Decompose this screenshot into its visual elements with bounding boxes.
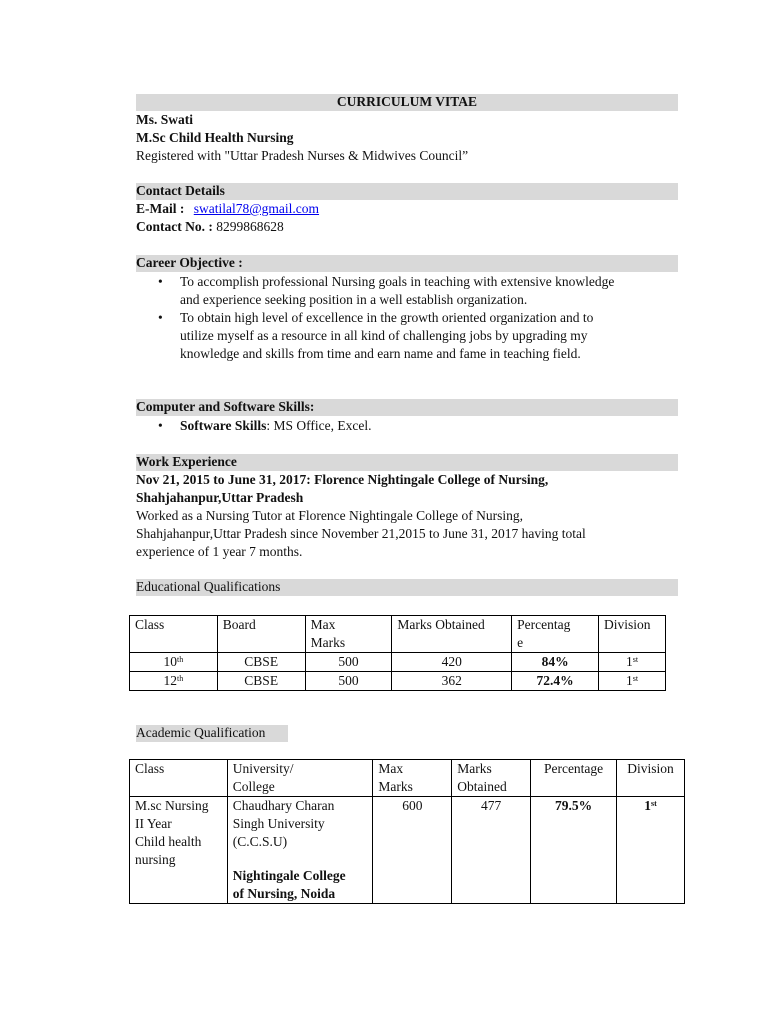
cell-class: 10th <box>130 653 218 672</box>
cell-max: 500 <box>305 672 392 691</box>
work-title: Nov 21, 2015 to June 31, 2017: Florence Nightingale College of Nursing, <box>136 472 549 487</box>
table-row <box>130 797 685 904</box>
cell-obtained: 477 <box>452 797 531 904</box>
cell-board: CBSE <box>217 653 305 672</box>
skills-label: Software Skills <box>180 418 267 433</box>
cell-max: 600 <box>373 797 452 904</box>
cell-class: 12th <box>130 672 218 691</box>
table-row <box>130 672 666 691</box>
career-item-line: utilize myself as a resource in all kind of challenging jobs by upgrading my <box>180 328 588 343</box>
contact-heading: Contact Details <box>136 183 225 198</box>
bullet-icon: • <box>158 274 163 289</box>
cell-max: 500 <box>305 653 392 672</box>
skills-heading: Computer and Software Skills: <box>136 399 315 414</box>
bullet-icon: • <box>158 310 163 325</box>
phone-number: 8299868628 <box>212 219 284 234</box>
candidate-name: Ms. Swati <box>136 112 193 127</box>
cell-percentage: 84% <box>512 653 599 672</box>
cell-percentage: 72.4% <box>512 672 599 691</box>
work-desc-line: Worked as a Nursing Tutor at Florence Nightingale College of Nursing, <box>136 508 523 523</box>
skills-value: : MS Office, Excel. <box>266 418 372 433</box>
work-location: Shahjahanpur,Uttar Pradesh <box>136 490 304 505</box>
cell-board: CBSE <box>217 672 305 691</box>
career-item-line: To accomplish professional Nursing goals in teaching with extensive knowledge <box>180 274 615 289</box>
skills-list <box>136 417 372 435</box>
header-class: Class <box>130 760 228 797</box>
header-division: Division <box>599 616 666 653</box>
header-marks-obtained: Marks Obtained <box>392 616 512 653</box>
work-heading: Work Experience <box>136 454 237 469</box>
list-item <box>136 309 614 363</box>
cell-class: M.sc Nursing II Year Child health nursing <box>130 797 228 904</box>
career-item-line: To obtain high level of excellence in the growth oriented organization and to <box>180 310 594 325</box>
header-max-marks: Max Marks <box>305 616 392 653</box>
degree: M.Sc Child Health Nursing <box>136 130 294 145</box>
header-percentage: Percentag e <box>512 616 599 653</box>
table-header-row <box>130 616 666 653</box>
education-table <box>129 615 666 691</box>
table-header-row <box>130 760 685 797</box>
cell-division: 1st <box>617 797 685 904</box>
header-marks-obtained: Marks Obtained <box>452 760 531 797</box>
cell-university: Chaudhary Charan Singh University (C.C.S.U) Nightingale College of Nursing, Noida <box>227 797 373 904</box>
header-division: Division <box>617 760 685 797</box>
cell-percentage: 79.5% <box>531 797 617 904</box>
career-list <box>136 273 614 363</box>
list-item <box>136 273 614 309</box>
registration: Registered with "Uttar Pradesh Nurses & Midwives Council” <box>136 148 469 163</box>
email-label: E-Mail : <box>136 201 185 216</box>
bullet-icon: • <box>158 418 163 433</box>
cell-division: 1st <box>599 672 666 691</box>
cell-division: 1st <box>599 653 666 672</box>
career-heading: Career Objective : <box>136 255 243 270</box>
academic-heading: Academic Qualification <box>136 725 266 740</box>
cell-obtained: 362 <box>392 672 512 691</box>
career-item-line: knowledge and skills from time and earn name and fame in teaching field. <box>180 346 581 361</box>
email-line <box>136 200 319 218</box>
cv-title: CURRICULUM VITAE <box>336 94 478 109</box>
header-max-marks: Max Marks <box>373 760 452 797</box>
phone-line <box>136 218 284 236</box>
table-row <box>130 653 666 672</box>
header-percentage: Percentage <box>531 760 617 797</box>
list-item <box>136 417 372 435</box>
phone-label: Contact No. : <box>136 219 213 234</box>
career-item-line: and experience seeking position in a well establish organization. <box>180 292 528 307</box>
work-desc-line: Shahjahanpur,Uttar Pradesh since November 21,2015 to June 31, 2017 having total <box>136 526 586 541</box>
work-desc-line: experience of 1 year 7 months. <box>136 544 303 559</box>
header-class: Class <box>130 616 218 653</box>
header-university: University/ College <box>227 760 373 797</box>
cell-obtained: 420 <box>392 653 512 672</box>
education-heading: Educational Qualifications <box>136 579 281 594</box>
header-board: Board <box>217 616 305 653</box>
email-link[interactable]: swatilal78@gmail.com <box>193 201 320 216</box>
academic-table <box>129 759 685 904</box>
